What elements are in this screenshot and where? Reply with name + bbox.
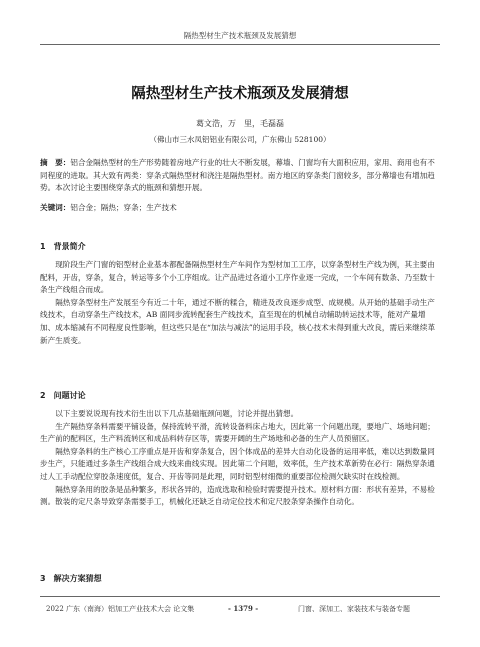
footer-rule	[40, 596, 440, 597]
section-1-body	[40, 259, 440, 347]
section-2-body	[40, 408, 440, 509]
footer-proceedings: 2022 广东（南海）铝加工产业技术大会 论文集	[46, 605, 195, 613]
footer-topic: 门窗、深加工、家装技术与装备专题	[298, 605, 410, 613]
section-2-paragraph: 隔热穿条用的胶条是品种繁多，形状各异的，造成选取和检验时需要提升技术。原材料方面：形状有差异，不易检测。散装的定尺条导致穿条需要手工，机械化还缺乏自动定位技术和定尺胶条穿条操作自动化。	[40, 484, 435, 507]
section-1-paragraph: 隔热穿条型材生产发展至今有近二十年，通过不断的糅合，精进及改良逐步成型、成规模。从开始的基础手动生产线技术，自动穿条生产线技术，AB 面同步流转配套生产线技术，直至现在的机械自动辅助转运技术等，能对产量增加、成本缩减有不同程度良性影响，但这些只是在“加法与减法”的运用手段，核心技术未得到重大改良，需后来继续革新产生质变。	[40, 297, 436, 345]
header-rule	[40, 44, 440, 45]
page-number: - 1379 -	[228, 604, 259, 613]
affiliation: （佛山市三水凤铝铝业有限公司，广东佛山 528100）	[149, 135, 331, 144]
section-2-heading: 2 问题讨论	[40, 391, 86, 400]
section-2-paragraph: 隔热穿条料的生产核心工序重点是开齿和穿条复合，因个体成品的差异大自动化设备的运用率低，难以达到数量同步生产，只能通过多条生产线组合成大线来曲线实现。因此第二个问题，效率低，生产技术革新势在必行：隔热穿条通过人工手动配位穿胶条速度低，复合、开齿等同是此理，同时铝型材细微的重要部位检测欠缺实时在线检测。	[40, 446, 435, 481]
section-1-heading: 1 背景简介	[40, 242, 86, 251]
abstract-text: 铝合金隔热型材的生产形势随着房地产行业的壮大不断发展，幕墙、门窗均有大面积应用，家用、商用也有不同程度的进取。其大致有两类：穿条式隔热型材和浇注是隔热型材。南方地区的穿条类门窗较多，部分幕墙也有增加趋势。本次讨论主要围绕穿条式的瓶颈和猜想开展。	[40, 158, 435, 193]
section-2-paragraph: 以下主要说说现有技术衍生出以下几点基础瓶颈问题，讨论并提出猜想。	[55, 409, 299, 418]
section-2-paragraph: 生产隔热穿条料需要平铺设备，保持流转平滑，流转设备料床占地大，因此第一个问题出现，要地广、场地问题；生产前的配料区，生产料流转区和成品料转存区等，需要开阔的生产场地和必备的生产人员预留区。	[40, 421, 435, 444]
running-header: 隔热型材生产技术瓶颈及发展猜想	[183, 31, 297, 40]
keywords	[40, 202, 440, 215]
section-1-paragraph: 现阶段生产门窗的铝型材企业基本都配备隔热型材生产车间作为型材加工工序，以穿条型材生产线为例，其主要由配料，开齿，穿条，复合，转运等多个小工序组成。让产品进过各道小工序作业逐一完成，一个车间有数条、乃至数十条生产线组合而成。	[40, 260, 435, 295]
keywords-label: 关键词：	[40, 203, 71, 212]
abstract-label: 摘 要：	[40, 158, 71, 167]
keywords-text: 铝合金；隔热；穿条；生产技术	[70, 203, 177, 212]
paper-title: 隔热型材生产技术瓶颈及发展猜想	[131, 86, 349, 102]
abstract	[40, 157, 440, 195]
authors: 葛文浩，万 里，毛磊磊	[196, 119, 284, 128]
section-3-heading: 3 解决方案猜想	[40, 574, 102, 583]
